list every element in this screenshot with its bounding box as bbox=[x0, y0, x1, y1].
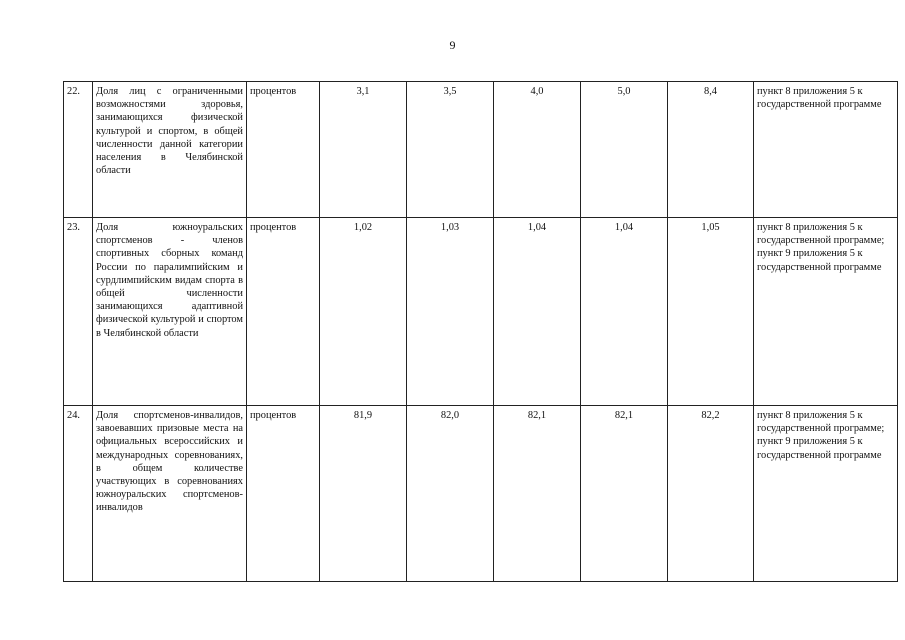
value-cell: 81,9 bbox=[320, 406, 407, 582]
unit-cell: процентов bbox=[247, 218, 320, 406]
source-cell bbox=[754, 406, 898, 582]
source-line: пункт 9 приложения 5 к государственной программе bbox=[757, 248, 882, 273]
indicator-name: Доля южноуральских спортсменов - членов спортивных сборных команд России по паралимпийским и сурдлимпийским видам спорта в общей численности занимающихся адаптивной физической культурой и спортом в Челябинской области bbox=[93, 218, 247, 406]
row-number: 24. bbox=[64, 406, 93, 582]
value-cell: 8,4 bbox=[668, 82, 754, 218]
table-row bbox=[64, 82, 898, 218]
source-line: пункт 8 приложения 5 к государственной программе; bbox=[757, 410, 885, 435]
value-cell: 3,5 bbox=[407, 82, 494, 218]
indicators-table bbox=[63, 81, 898, 582]
value-cell: 3,1 bbox=[320, 82, 407, 218]
value-cell: 4,0 bbox=[494, 82, 581, 218]
row-number: 22. bbox=[64, 82, 93, 218]
row-number: 23. bbox=[64, 218, 93, 406]
source-line: пункт 8 приложения 5 к государственной программе bbox=[757, 86, 882, 111]
indicator-name: Доля спортсменов-инвалидов, завоевавших призовые места на официальных всероссийских и международных соревнованиях, в общем количестве участвующих в соревнованиях южноуральских спортсменов-инвалидов bbox=[93, 406, 247, 582]
value-cell: 5,0 bbox=[581, 82, 668, 218]
unit-cell: процентов bbox=[247, 82, 320, 218]
source-line: пункт 9 приложения 5 к государственной программе bbox=[757, 436, 882, 461]
value-cell: 82,2 bbox=[668, 406, 754, 582]
value-cell: 1,05 bbox=[668, 218, 754, 406]
value-cell: 82,1 bbox=[581, 406, 668, 582]
page-number: 9 bbox=[449, 38, 456, 52]
indicator-name: Доля лиц с ограниченными возможностями здоровья, занимающихся физической культурой и спортом, в общей численности данной категории населения в Челябинской области bbox=[93, 82, 247, 218]
table-row bbox=[64, 218, 898, 406]
source-line: пункт 8 приложения 5 к государственной программе; bbox=[757, 222, 885, 247]
unit-cell: процентов bbox=[247, 406, 320, 582]
value-cell: 82,1 bbox=[494, 406, 581, 582]
source-cell bbox=[754, 218, 898, 406]
value-cell: 1,04 bbox=[494, 218, 581, 406]
value-cell: 82,0 bbox=[407, 406, 494, 582]
value-cell: 1,04 bbox=[581, 218, 668, 406]
table-row bbox=[64, 406, 898, 582]
value-cell: 1,02 bbox=[320, 218, 407, 406]
source-cell bbox=[754, 82, 898, 218]
value-cell: 1,03 bbox=[407, 218, 494, 406]
